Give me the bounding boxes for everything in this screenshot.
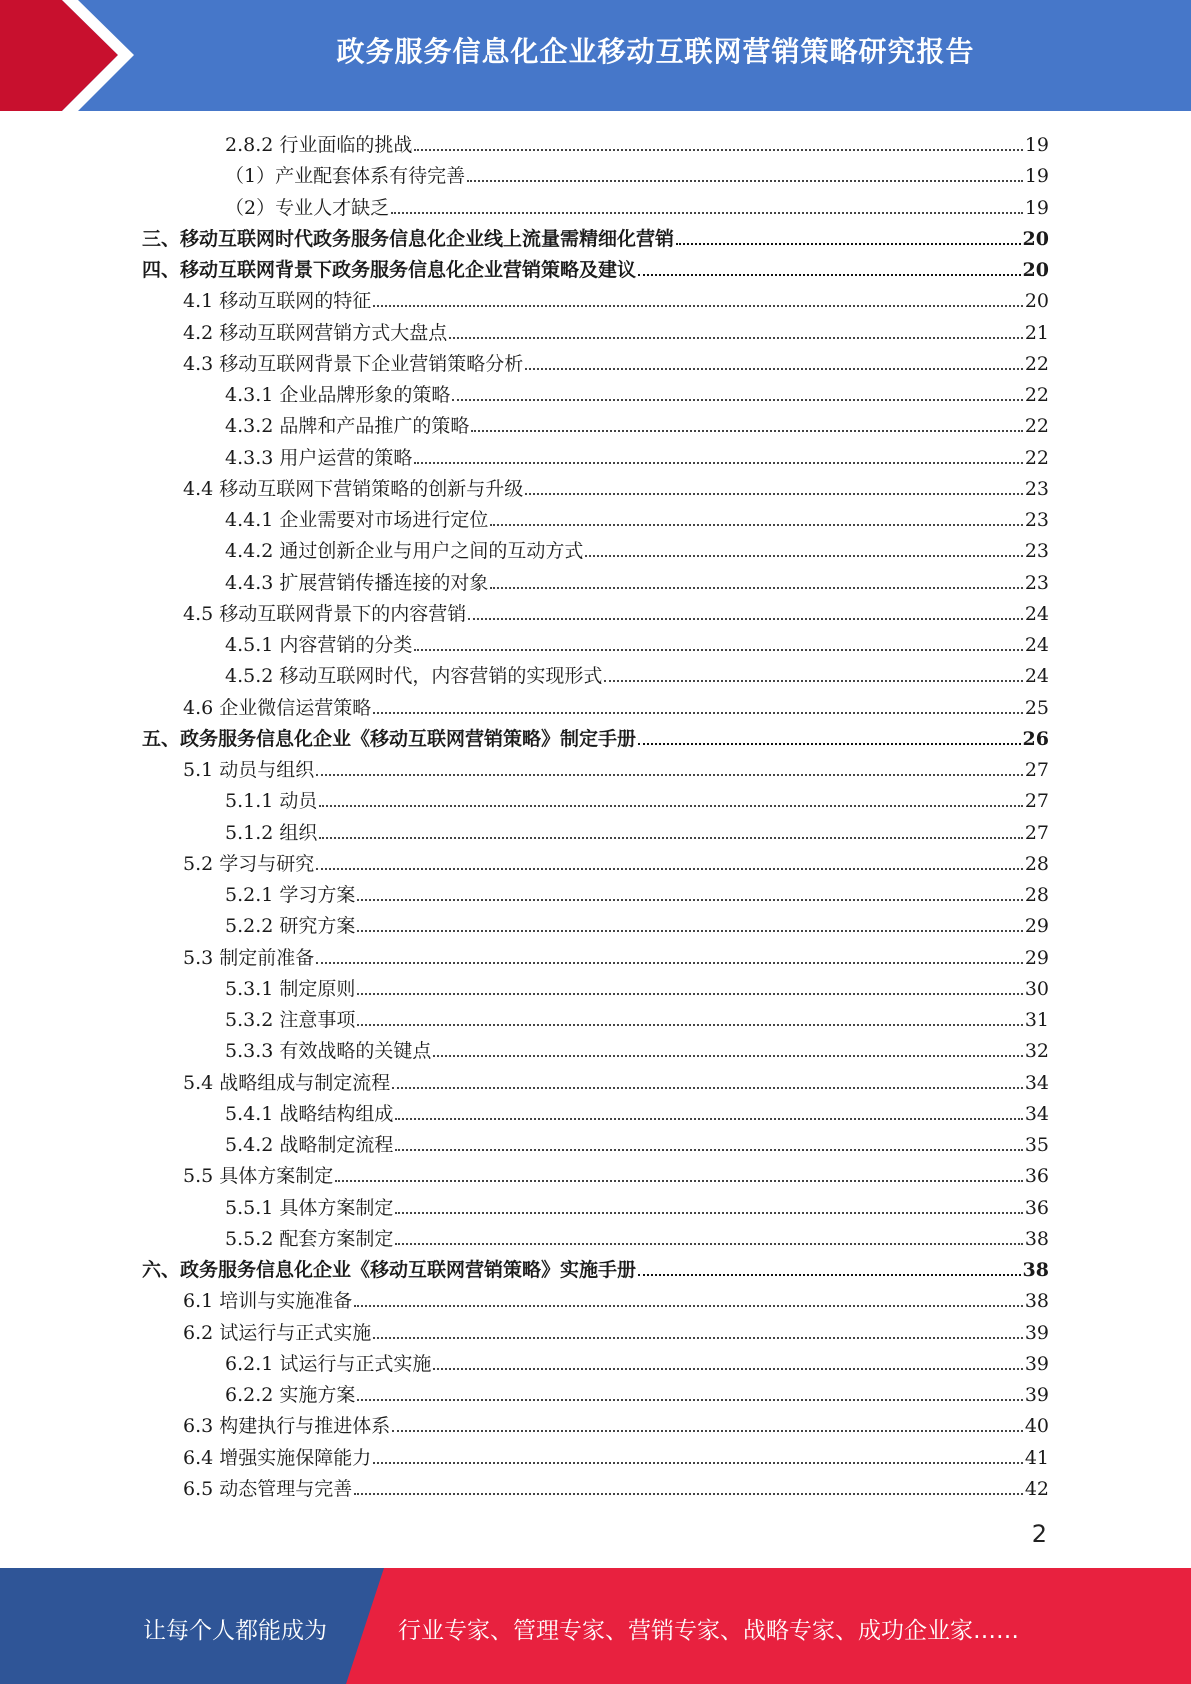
toc-entry-page: 21 <box>1024 321 1049 344</box>
toc-entry-page: 42 <box>1024 1477 1049 1500</box>
page-header <box>0 0 1191 111</box>
toc-entry-page: 36 <box>1024 1196 1049 1219</box>
toc-entry[interactable] <box>225 1002 1049 1032</box>
toc-leader-dots <box>471 430 1022 432</box>
toc-leader-dots <box>316 868 1023 870</box>
toc-leader-dots <box>319 805 1022 807</box>
toc-entry-label: 三、移动互联网时代政务服务信息化企业线上流量需精细化营销 <box>142 227 675 250</box>
toc-entry-page: 24 <box>1024 602 1049 625</box>
toc-entry-page: 26 <box>1022 727 1049 750</box>
footer-slogan-right: 行业专家、管理专家、营销专家、战略专家、成功企业家…… <box>398 1618 1019 1644</box>
toc-entry-page: 19 <box>1024 196 1049 219</box>
toc-leader-dots <box>490 524 1022 526</box>
toc-leader-dots <box>357 899 1022 901</box>
toc-entry-label: 5.2.1 学习方案 <box>225 884 356 906</box>
toc-leader-dots <box>490 587 1022 589</box>
toc-leader-dots <box>414 649 1022 651</box>
toc-entry-page: 30 <box>1024 977 1049 1000</box>
toc-entry-page: 39 <box>1024 1384 1049 1406</box>
toc-entry[interactable] <box>183 1408 1049 1438</box>
toc-entry[interactable] <box>183 1158 1049 1188</box>
toc-entry[interactable] <box>183 315 1049 345</box>
toc-entry[interactable] <box>225 502 1049 532</box>
toc-leader-dots <box>357 1024 1022 1026</box>
toc-entry[interactable] <box>225 440 1049 470</box>
toc-entry-page: 39 <box>1024 1352 1049 1375</box>
toc-entry-label: 5.2.2 研究方案 <box>225 915 356 938</box>
toc-entry[interactable] <box>183 1065 1049 1095</box>
toc-leader-dots <box>373 1462 1023 1464</box>
toc-entry[interactable] <box>183 1315 1049 1345</box>
toc-entry-label: 6.2.1 试运行与正式实施 <box>225 1352 432 1375</box>
toc-entry[interactable] <box>225 1033 1049 1063</box>
toc-entry-label: 4.6 企业微信运营策略 <box>183 696 372 719</box>
toc-entry[interactable] <box>183 846 1049 876</box>
toc-entry-label: 6.3 构建执行与推进体系 <box>183 1415 391 1438</box>
page-number: 2 <box>1031 1520 1047 1548</box>
page-footer <box>0 1568 1191 1684</box>
toc-leader-dots <box>395 1243 1022 1245</box>
toc-entry[interactable] <box>225 377 1049 407</box>
toc-entry-label: 4.4 移动互联网下营销策略的创新与升级 <box>183 477 524 500</box>
toc-leader-dots <box>316 962 1023 964</box>
toc-leader-dots <box>414 149 1022 151</box>
toc-entry-page: 20 <box>1022 259 1049 281</box>
toc-entry-page: 34 <box>1024 1071 1049 1094</box>
toc-entry-label: 4.3.1 企业品牌形象的策略 <box>225 384 451 406</box>
toc-entry-page: 27 <box>1024 759 1049 781</box>
toc-leader-dots <box>395 1212 1022 1214</box>
toc-entry-label: 4.5.2 移动互联网时代，内容营销的实现形式 <box>225 665 603 688</box>
toc-entry-label: 5.4 战略组成与制定流程 <box>183 1071 391 1094</box>
toc-leader-dots <box>525 368 1023 370</box>
toc-entry-page: 28 <box>1024 884 1049 906</box>
toc-leader-dots <box>354 1305 1023 1307</box>
toc-leader-dots <box>354 1493 1023 1495</box>
toc-leader-dots <box>391 212 1023 214</box>
toc-leader-dots <box>449 337 1023 339</box>
toc-entry-page: 34 <box>1024 1102 1049 1125</box>
toc-entry[interactable] <box>183 752 1049 782</box>
toc-leader-dots <box>392 1430 1023 1432</box>
toc-entry[interactable] <box>225 783 1049 813</box>
toc-entry-label: 5.3 制定前准备 <box>183 946 315 969</box>
toc-leader-dots <box>395 1149 1022 1151</box>
toc-entry[interactable] <box>225 408 1049 438</box>
toc-entry-page: 41 <box>1024 1446 1049 1469</box>
toc-entry-page: 29 <box>1024 915 1049 938</box>
toc-entry[interactable] <box>225 1377 1049 1407</box>
toc-entry-label: 6.1 培训与实施准备 <box>183 1290 353 1313</box>
toc-entry[interactable] <box>225 877 1049 907</box>
toc-entry-page: 22 <box>1024 352 1049 375</box>
toc-entry-label: 4.5.1 内容营销的分类 <box>225 634 413 656</box>
toc-entry-label: 四、移动互联网背景下政务服务信息化企业营销策略及建议 <box>142 259 637 281</box>
toc-entry-label: 5.5.2 配套方案制定 <box>225 1227 394 1250</box>
toc-entry-page: 19 <box>1024 165 1049 188</box>
toc-leader-dots <box>433 1055 1022 1057</box>
toc-leader-dots <box>392 1087 1023 1089</box>
toc-entry[interactable] <box>183 346 1049 376</box>
toc-entry-page: 32 <box>1024 1040 1049 1063</box>
toc-leader-dots <box>452 399 1022 401</box>
toc-entry[interactable] <box>225 627 1049 657</box>
toc-entry[interactable] <box>225 815 1049 845</box>
toc-entry-label: 2.8.2 行业面临的挑战 <box>225 134 413 156</box>
toc-entry-page: 25 <box>1024 696 1049 719</box>
toc-entry[interactable] <box>225 533 1049 563</box>
toc-entry-label: 5.3.2 注意事项 <box>225 1009 356 1031</box>
toc-entry-page: 40 <box>1024 1415 1049 1438</box>
toc-entry-page: 31 <box>1024 1009 1049 1031</box>
toc-leader-dots <box>433 1368 1022 1370</box>
toc-entry-label: 6.2 试运行与正式实施 <box>183 1321 372 1344</box>
toc-entry[interactable] <box>225 1190 1049 1220</box>
toc-entry-page: 24 <box>1024 634 1049 656</box>
toc-entry[interactable] <box>225 971 1049 1001</box>
toc-leader-dots <box>676 243 1021 245</box>
toc-entry-page: 28 <box>1024 852 1049 875</box>
toc-entry[interactable] <box>183 1440 1049 1470</box>
toc-entry-label: 4.4.3 扩展营销传播连接的对象 <box>225 571 489 594</box>
toc-leader-dots <box>638 274 1021 276</box>
toc-leader-dots <box>373 305 1023 307</box>
toc-leader-dots <box>373 1337 1023 1339</box>
toc-entry-label: 6.2.2 实施方案 <box>225 1384 356 1406</box>
toc-entry[interactable] <box>225 565 1049 595</box>
toc-entry-label: 6.4 增强实施保障能力 <box>183 1446 372 1469</box>
toc-leader-dots <box>414 462 1022 464</box>
toc-entry[interactable] <box>183 1283 1049 1313</box>
toc-entry-page: 23 <box>1024 571 1049 594</box>
toc-entry[interactable] <box>225 127 1049 157</box>
toc-entry-label: 5.3.1 制定原则 <box>225 977 356 1000</box>
toc-entry-page: 38 <box>1022 1259 1049 1281</box>
toc-entry-page: 23 <box>1024 540 1049 563</box>
toc-entry-label: 4.1 移动互联网的特征 <box>183 290 372 313</box>
toc-entry[interactable] <box>225 158 1049 188</box>
footer-slogan-left: 让每个人都能成为 <box>143 1618 327 1644</box>
toc-entry-label: 5.5.1 具体方案制定 <box>225 1196 394 1219</box>
toc-entry-page: 35 <box>1024 1134 1049 1156</box>
toc-entry-label: 5.1.1 动员 <box>225 790 318 813</box>
toc-entry[interactable] <box>183 690 1049 720</box>
toc-leader-dots <box>638 1274 1021 1276</box>
toc-leader-dots <box>468 618 1023 620</box>
toc-entry-label: （1）产业配套体系有待完善 <box>225 165 466 188</box>
toc-entry-page: 38 <box>1024 1290 1049 1313</box>
toc-entry-page: 20 <box>1022 227 1049 250</box>
toc-entry[interactable] <box>183 1471 1049 1501</box>
toc-entry-page: 19 <box>1024 134 1049 156</box>
toc-entry-page: 38 <box>1024 1227 1049 1250</box>
toc-entry-label: 5.1 动员与组织 <box>183 759 315 781</box>
toc-entry-label: 五、政务服务信息化企业《移动互联网营销策略》制定手册 <box>142 727 637 750</box>
toc-entry-label: 4.3.2 品牌和产品推广的策略 <box>225 415 470 438</box>
toc-entry-label: 6.5 动态管理与完善 <box>183 1477 353 1500</box>
toc-entry[interactable] <box>142 252 1049 282</box>
toc-entry-label: 5.5 具体方案制定 <box>183 1165 334 1188</box>
toc-entry[interactable] <box>183 471 1049 501</box>
toc-entry-page: 23 <box>1024 477 1049 500</box>
toc-entry[interactable] <box>183 283 1049 313</box>
toc-leader-dots <box>357 930 1022 932</box>
toc-leader-dots <box>585 555 1022 557</box>
header-arrow-icon <box>0 0 160 111</box>
toc-entry-label: 4.4.2 通过创新企业与用户之间的互动方式 <box>225 540 584 563</box>
toc-entry-page: 20 <box>1024 290 1049 313</box>
document-title: 政务服务信息化企业移动互联网营销策略研究报告 <box>336 35 975 68</box>
toc-entry[interactable] <box>225 1127 1049 1157</box>
toc-leader-dots <box>604 680 1022 682</box>
toc-leader-dots <box>638 743 1021 745</box>
toc-entry[interactable] <box>142 221 1049 251</box>
toc-leader-dots <box>357 1399 1022 1401</box>
toc-entry-page: 22 <box>1024 415 1049 438</box>
toc-entry-page: 24 <box>1024 665 1049 688</box>
toc-entry[interactable] <box>225 1346 1049 1376</box>
toc-leader-dots <box>335 1180 1023 1182</box>
toc-entry-label: 5.3.3 有效战略的关键点 <box>225 1040 432 1063</box>
toc-leader-dots <box>319 837 1022 839</box>
toc-leader-dots <box>316 774 1023 776</box>
toc-entry-label: 4.3 移动互联网背景下企业营销策略分析 <box>183 352 524 375</box>
toc-entry[interactable] <box>142 1252 1049 1282</box>
toc-entry-label: 4.3.3 用户运营的策略 <box>225 446 413 469</box>
toc-entry-label: 六、政务服务信息化企业《移动互联网营销策略》实施手册 <box>142 1259 637 1281</box>
toc-entry[interactable] <box>183 940 1049 970</box>
toc-entry[interactable] <box>225 1221 1049 1251</box>
toc-entry[interactable] <box>183 596 1049 626</box>
toc-entry-page: 39 <box>1024 1321 1049 1344</box>
toc-leader-dots <box>373 712 1023 714</box>
toc-entry-page: 23 <box>1024 509 1049 531</box>
toc-entry-label: 5.4.2 战略制定流程 <box>225 1134 394 1156</box>
toc-entry[interactable] <box>225 658 1049 688</box>
toc-entry-label: 5.4.1 战略结构组成 <box>225 1102 394 1125</box>
toc-entry-page: 29 <box>1024 946 1049 969</box>
toc-entry[interactable] <box>225 908 1049 938</box>
toc-leader-dots <box>525 493 1023 495</box>
toc-entry-label: （2）专业人才缺乏 <box>225 196 390 219</box>
toc-entry-label: 5.1.2 组织 <box>225 821 318 844</box>
toc-entry[interactable] <box>225 1096 1049 1126</box>
toc-entry-page: 22 <box>1024 446 1049 469</box>
toc-entry-page: 22 <box>1024 384 1049 406</box>
toc-entry-label: 4.2 移动互联网营销方式大盘点 <box>183 321 448 344</box>
toc-entry[interactable] <box>225 190 1049 220</box>
toc-entry-label: 4.5 移动互联网背景下的内容营销 <box>183 602 467 625</box>
toc-leader-dots <box>357 993 1022 995</box>
toc-leader-dots <box>467 180 1023 182</box>
toc-entry-label: 4.4.1 企业需要对市场进行定位 <box>225 509 489 531</box>
toc-entry-page: 36 <box>1024 1165 1049 1188</box>
toc-leader-dots <box>395 1118 1022 1120</box>
toc-entry-label: 5.2 学习与研究 <box>183 852 315 875</box>
toc-entry[interactable] <box>142 721 1049 751</box>
toc-entry-page: 27 <box>1024 821 1049 844</box>
toc-entry-page: 27 <box>1024 790 1049 813</box>
